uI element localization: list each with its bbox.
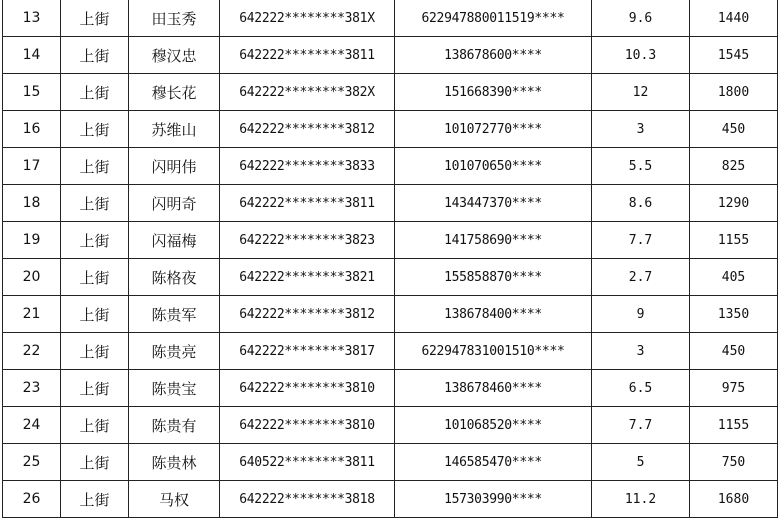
id-number-cell: 642222********3810 — [220, 370, 395, 407]
table-row — [3, 259, 778, 296]
id-number-cell: 642222********3818 — [220, 481, 395, 518]
amount-cell: 1440 — [690, 0, 778, 37]
row-number-cell: 14 — [3, 37, 61, 74]
account-number-cell: 101068520**** — [395, 407, 592, 444]
amount-cell: 750 — [690, 444, 778, 481]
account-number-cell: 151668390**** — [395, 74, 592, 111]
table-row — [3, 0, 778, 37]
table-row — [3, 407, 778, 444]
amount-cell: 1155 — [690, 222, 778, 259]
row-number-cell: 26 — [3, 481, 61, 518]
area-cell: 5.5 — [592, 148, 690, 185]
account-number-cell: 622947831001510**** — [395, 333, 592, 370]
village-cell: 上街 — [61, 74, 129, 111]
table-row — [3, 111, 778, 148]
amount-cell: 405 — [690, 259, 778, 296]
amount-cell: 1545 — [690, 37, 778, 74]
name-cell: 陈格夜 — [129, 259, 220, 296]
id-number-cell: 642222********3821 — [220, 259, 395, 296]
id-number-cell: 642222********3823 — [220, 222, 395, 259]
id-number-cell: 642222********3817 — [220, 333, 395, 370]
table-row — [3, 148, 778, 185]
area-cell: 11.2 — [592, 481, 690, 518]
row-number-cell: 17 — [3, 148, 61, 185]
area-cell: 12 — [592, 74, 690, 111]
row-number-cell: 16 — [3, 111, 61, 148]
village-cell: 上街 — [61, 37, 129, 74]
account-number-cell: 138678400**** — [395, 296, 592, 333]
id-number-cell: 642222********3811 — [220, 185, 395, 222]
area-cell: 3 — [592, 111, 690, 148]
amount-cell: 825 — [690, 148, 778, 185]
village-cell: 上街 — [61, 444, 129, 481]
table-row — [3, 222, 778, 259]
amount-cell: 1680 — [690, 481, 778, 518]
village-cell: 上街 — [61, 0, 129, 37]
area-cell: 2.7 — [592, 259, 690, 296]
name-cell: 陈贵亮 — [129, 333, 220, 370]
table-row — [3, 444, 778, 481]
name-cell: 陈贵有 — [129, 407, 220, 444]
row-number-cell: 18 — [3, 185, 61, 222]
amount-cell: 1350 — [690, 296, 778, 333]
id-number-cell: 642222********3810 — [220, 407, 395, 444]
name-cell: 陈贵林 — [129, 444, 220, 481]
area-cell: 7.7 — [592, 407, 690, 444]
village-cell: 上街 — [61, 407, 129, 444]
account-number-cell: 157303990**** — [395, 481, 592, 518]
table-row — [3, 37, 778, 74]
amount-cell: 1800 — [690, 74, 778, 111]
amount-cell: 1155 — [690, 407, 778, 444]
name-cell: 马权 — [129, 481, 220, 518]
area-cell: 7.7 — [592, 222, 690, 259]
id-number-cell: 642222********3811 — [220, 37, 395, 74]
village-cell: 上街 — [61, 222, 129, 259]
account-number-cell: 622947880011519**** — [395, 0, 592, 37]
row-number-cell: 15 — [3, 74, 61, 111]
name-cell: 田玉秀 — [129, 0, 220, 37]
village-cell: 上街 — [61, 333, 129, 370]
area-cell: 5 — [592, 444, 690, 481]
area-cell: 3 — [592, 333, 690, 370]
table-row — [3, 185, 778, 222]
row-number-cell: 22 — [3, 333, 61, 370]
area-cell: 6.5 — [592, 370, 690, 407]
account-number-cell: 138678600**** — [395, 37, 592, 74]
table-row — [3, 74, 778, 111]
area-cell: 9.6 — [592, 0, 690, 37]
name-cell: 闪明伟 — [129, 148, 220, 185]
table-row — [3, 333, 778, 370]
area-cell: 8.6 — [592, 185, 690, 222]
row-number-cell: 13 — [3, 0, 61, 37]
row-number-cell: 23 — [3, 370, 61, 407]
table-row — [3, 370, 778, 407]
table-row — [3, 296, 778, 333]
id-number-cell: 642222********3833 — [220, 148, 395, 185]
area-cell: 9 — [592, 296, 690, 333]
village-cell: 上街 — [61, 148, 129, 185]
name-cell: 闪明奇 — [129, 185, 220, 222]
row-number-cell: 19 — [3, 222, 61, 259]
account-number-cell: 141758690**** — [395, 222, 592, 259]
id-number-cell: 640522********3811 — [220, 444, 395, 481]
name-cell: 苏维山 — [129, 111, 220, 148]
id-number-cell: 642222********3812 — [220, 296, 395, 333]
village-cell: 上街 — [61, 185, 129, 222]
amount-cell: 450 — [690, 111, 778, 148]
name-cell: 穆长花 — [129, 74, 220, 111]
row-number-cell: 25 — [3, 444, 61, 481]
row-number-cell: 21 — [3, 296, 61, 333]
name-cell: 陈贵军 — [129, 296, 220, 333]
village-cell: 上街 — [61, 296, 129, 333]
row-number-cell: 24 — [3, 407, 61, 444]
village-cell: 上街 — [61, 481, 129, 518]
name-cell: 穆汉忠 — [129, 37, 220, 74]
account-number-cell: 155858870**** — [395, 259, 592, 296]
table-row — [3, 481, 778, 518]
id-number-cell: 642222********381X — [220, 0, 395, 37]
account-number-cell: 101072770**** — [395, 111, 592, 148]
amount-cell: 975 — [690, 370, 778, 407]
amount-cell: 1290 — [690, 185, 778, 222]
village-cell: 上街 — [61, 259, 129, 296]
village-cell: 上街 — [61, 111, 129, 148]
account-number-cell: 146585470**** — [395, 444, 592, 481]
amount-cell: 450 — [690, 333, 778, 370]
name-cell: 闪福梅 — [129, 222, 220, 259]
area-cell: 10.3 — [592, 37, 690, 74]
table-body — [3, 0, 778, 518]
account-number-cell: 143447370**** — [395, 185, 592, 222]
village-cell: 上街 — [61, 370, 129, 407]
account-number-cell: 138678460**** — [395, 370, 592, 407]
data-table — [2, 0, 778, 518]
account-number-cell: 101070650**** — [395, 148, 592, 185]
id-number-cell: 642222********3812 — [220, 111, 395, 148]
id-number-cell: 642222********382X — [220, 74, 395, 111]
name-cell: 陈贵宝 — [129, 370, 220, 407]
row-number-cell: 20 — [3, 259, 61, 296]
